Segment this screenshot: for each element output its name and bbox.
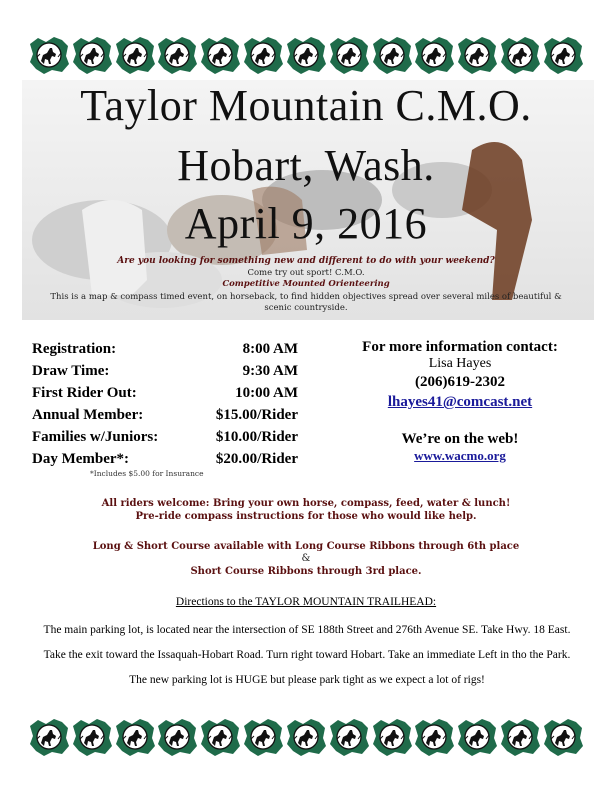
contact-phone: (206)619-2302 bbox=[415, 374, 505, 390]
cmo-logo-icon bbox=[28, 716, 70, 758]
intro-question: Are you looking for something new and different to do with your weekend? bbox=[117, 256, 495, 266]
cmo-logo-icon bbox=[156, 716, 198, 758]
welcome-line-2: Pre-ride compass instructions for those who would like help. bbox=[135, 511, 477, 522]
cmo-logo-icon bbox=[242, 34, 284, 76]
cmo-logo-icon bbox=[285, 34, 327, 76]
schedule-label: Draw Time: bbox=[32, 363, 110, 379]
cmo-logo-icon bbox=[542, 34, 584, 76]
cmo-logo-icon bbox=[71, 34, 113, 76]
cmo-logo-icon bbox=[114, 34, 156, 76]
schedule-table bbox=[32, 338, 298, 470]
cmo-logo-icon bbox=[456, 716, 498, 758]
cmo-logo-icon bbox=[328, 716, 370, 758]
insurance-note: *Includes $5.00 for Insurance bbox=[90, 469, 204, 478]
website-link[interactable]: www.wacmo.org bbox=[414, 448, 506, 463]
schedule-row bbox=[32, 338, 298, 360]
contact-block bbox=[330, 338, 590, 464]
event-location: Hobart, Wash. bbox=[177, 141, 435, 190]
schedule-value: 8:00 AM bbox=[242, 341, 298, 357]
schedule-row bbox=[32, 448, 298, 470]
cmo-logo-icon bbox=[114, 716, 156, 758]
intro-cmo: Competitive Mounted Orienteering bbox=[222, 279, 390, 289]
cmo-logo-icon bbox=[199, 716, 241, 758]
intro-description: This is a map & compass timed event, on horseback, to find hidden objectives spread over several miles of beautiful & scenic countryside. bbox=[50, 292, 562, 313]
schedule-value: 10:00 AM bbox=[235, 385, 298, 401]
courses-line-2: Short Course Ribbons through 3rd place. bbox=[190, 566, 422, 577]
cmo-logo-icon bbox=[28, 34, 70, 76]
schedule-row bbox=[32, 426, 298, 448]
schedule-value: $10.00/Rider bbox=[215, 429, 298, 445]
cmo-logo-icon bbox=[156, 34, 198, 76]
cmo-logo-icon bbox=[456, 34, 498, 76]
cmo-logo-icon bbox=[71, 716, 113, 758]
schedule-row bbox=[32, 382, 298, 404]
intro-try: Come try out sport! C.M.O. bbox=[247, 268, 365, 278]
directions-title: Directions to the TAYLOR MOUNTAIN TRAILHEAD: bbox=[175, 596, 437, 608]
schedule-value: 9:30 AM bbox=[242, 363, 298, 379]
cmo-logo-icon bbox=[328, 34, 370, 76]
logo-banner-bottom bbox=[28, 716, 584, 760]
schedule-value: $15.00/Rider bbox=[215, 407, 298, 423]
cmo-logo-icon bbox=[542, 716, 584, 758]
courses-ampersand: & bbox=[301, 553, 311, 564]
cmo-logo-icon bbox=[371, 716, 413, 758]
cmo-logo-icon bbox=[285, 716, 327, 758]
logo-banner-top bbox=[28, 34, 584, 78]
cmo-logo-icon bbox=[499, 34, 541, 76]
schedule-label: Annual Member: bbox=[32, 407, 144, 423]
schedule-value: $20.00/Rider bbox=[215, 451, 298, 467]
schedule-row bbox=[32, 404, 298, 426]
schedule-row bbox=[32, 360, 298, 382]
schedule-label: Families w/Juniors: bbox=[32, 429, 159, 445]
cmo-logo-icon bbox=[199, 34, 241, 76]
schedule-label: Day Member*: bbox=[32, 451, 130, 467]
cmo-logo-icon bbox=[242, 716, 284, 758]
web-heading: We’re on the web! bbox=[401, 431, 519, 447]
schedule-label: First Rider Out: bbox=[32, 385, 137, 401]
cmo-logo-icon bbox=[371, 34, 413, 76]
cmo-logo-icon bbox=[413, 34, 455, 76]
schedule-label: Registration: bbox=[32, 341, 117, 357]
courses-line-1: Long & Short Course available with Long Course Ribbons through 6th place bbox=[92, 541, 520, 552]
cmo-logo-icon bbox=[499, 716, 541, 758]
event-date: April 9, 2016 bbox=[184, 199, 428, 248]
directions-text: The main parking lot, is located near the intersection of SE 188th Street and 276th Avenue SE. Take Hwy. 18 East. Take the exit toward the Issaquah-Hobart Road. Turn right toward Hobart. Take an immediate Left in tho the Park. The new parking lot is HUGE but please park tight as we expect a lot of rigs! bbox=[43, 624, 571, 686]
welcome-line-1: All riders welcome: Bring your own horse, compass, feed, water & lunch! bbox=[101, 498, 511, 509]
contact-email-link[interactable]: lhayes41@comcast.net bbox=[387, 394, 533, 410]
contact-heading: For more information contact: bbox=[362, 339, 558, 355]
contact-name: Lisa Hayes bbox=[428, 356, 492, 371]
cmo-logo-icon bbox=[413, 716, 455, 758]
event-title: Taylor Mountain C.M.O. bbox=[80, 81, 532, 130]
